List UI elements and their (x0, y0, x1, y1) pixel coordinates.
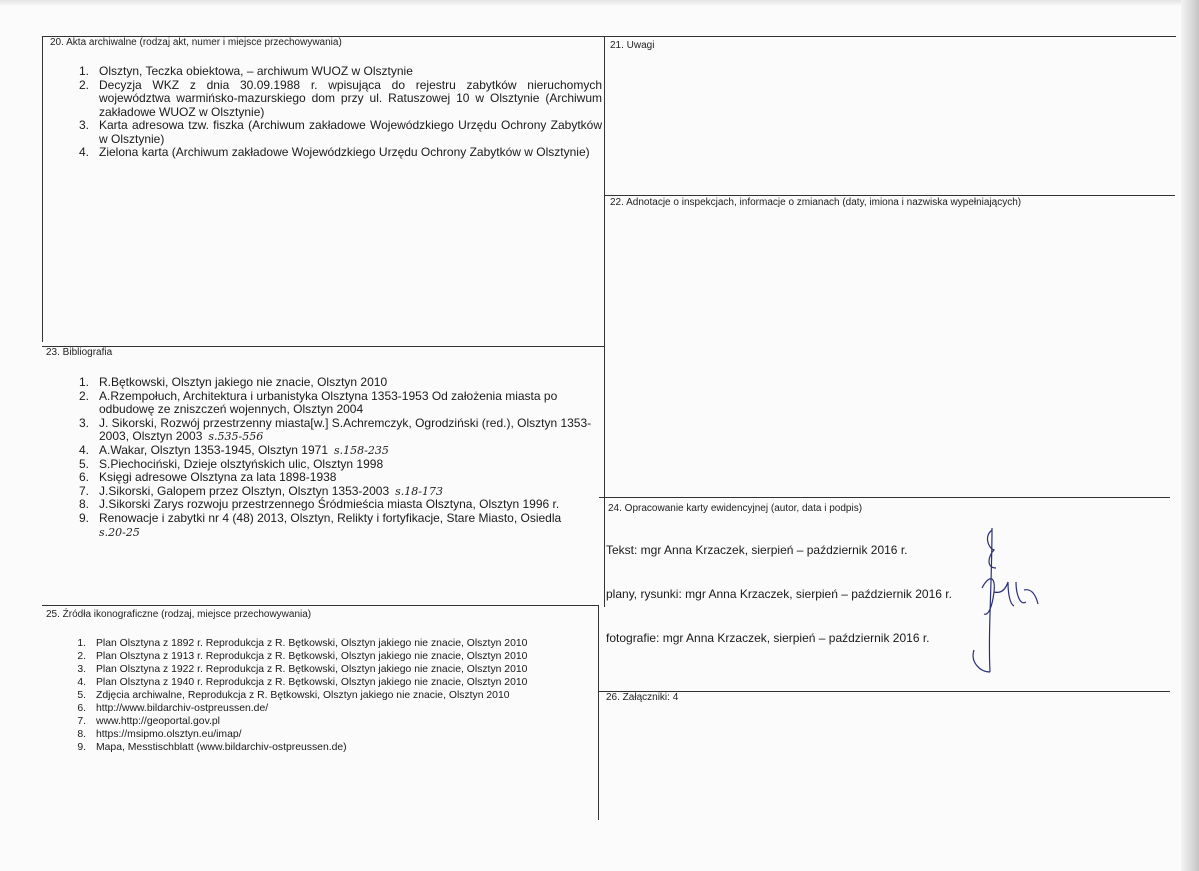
item-number: 5. (77, 690, 86, 701)
rule-inspections-bottom (599, 497, 1170, 498)
list-item (72, 498, 592, 512)
item-text: www.http://geoportal.gov.pl (96, 716, 220, 727)
iconography-header: 25. Źródła ikonograficzne (rodzaj, miejsce przechowywania) (46, 609, 312, 620)
list-item (69, 650, 589, 663)
item-text: J.Sikorski, Galopem przez Olsztyn, Olsztyn 1353-2003 (99, 483, 390, 498)
list-item (69, 715, 589, 728)
item-number: 3. (78, 415, 89, 430)
item-text: Zielona karta (Archiwum zakładowe Wojewódzkiego Urzędu Ochrony Zabytków w Olsztynie) (99, 145, 590, 159)
list-item (69, 676, 589, 689)
list-item (72, 458, 592, 472)
rule-remarks-bottom (605, 195, 1175, 196)
item-text: Plan Olsztyna z 1892 r. Reprodukcja z R. Bętkowski, Olsztyn jakiego nie znacie, Olsztyn 2010 (96, 638, 528, 649)
item-text: A.Rzempołuch, Architektura i urbanistyka Olsztyna 1353-1953 Od założenia miasta po odbudowę ze zniszczeń wojennych, Olsztyn 2004 (99, 388, 558, 417)
item-text: Plan Olsztyna z 1922 r. Reprodukcja z R. Bętkowski, Olsztyn jakiego nie znacie, Olsztyn 2010 (96, 664, 528, 675)
item-text: J. Sikorski, Rozwój przestrzenny miasta[w.] S.Achremczyk, Ogrodziński (red.), Olsztyn 1353-2003, Olsztyn 2003 (99, 415, 592, 444)
preparation-header: 24. Opracowanie karty ewidencyjnej (autor, data i podpis) (608, 503, 863, 514)
handwritten-signature (962, 522, 1052, 682)
item-text: Renowacje i zabytki nr 4 (48) 2013, Olsztyn, Relikty i fortyfikacje, Stare Miasto, Osiedla (99, 510, 562, 525)
item-number: 8. (77, 729, 86, 740)
list-item (72, 471, 592, 485)
rule-left (42, 36, 43, 342)
item-number: 2. (77, 651, 86, 662)
rule-divider-upper (604, 36, 605, 607)
item-text: Księgi adresowe Olsztyna za lata 1898-1938 (99, 470, 337, 485)
item-number: 7. (77, 716, 86, 727)
list-item (72, 444, 592, 458)
list-item (69, 637, 589, 650)
rule-bibliography-bottom (42, 605, 599, 606)
item-number: 2. (78, 388, 89, 403)
item-text: Karta adresowa tzw. fiszka (Archiwum zakładowe Wojewódzkiego Urzędu Ochrony Zabytków w Olsztynie) (99, 118, 602, 146)
item-number: 8. (78, 497, 89, 512)
item-text: J.Sikorski Zarys rozwoju przestrzennego Śródmieścia miasta Olsztyna, Olsztyn 1996 r. (99, 497, 560, 512)
item-number: 4. (78, 145, 89, 159)
item-number: 5. (78, 456, 89, 471)
item-text: A.Wakar, Olsztyn 1353-1945, Olsztyn 1971 (99, 442, 329, 457)
item-text: https://msipmo.olsztyn.eu/imap/ (96, 729, 242, 740)
rule-archive-bottom (42, 346, 605, 347)
list-item (72, 512, 592, 539)
item-text: Plan Olsztyna z 1940 r. Reprodukcja z R. Bętkowski, Olsztyn jakiego nie znacie, Olsztyn 2010 (96, 677, 528, 688)
text-credit: Tekst: mgr Anna Krzaczek, sierpień – październik 2016 r. (606, 543, 908, 557)
item-number: 3. (78, 118, 89, 132)
item-text: Olsztyn, Teczka obiektowa, – archiwum WUOZ w Olsztynie (99, 64, 413, 78)
scan-shadow-edge (1181, 0, 1199, 871)
item-number: 3. (77, 664, 86, 675)
attachments-header: 26. Załączniki: 4 (606, 692, 679, 703)
item-number: 9. (78, 510, 89, 525)
remarks-header: 21. Uwagi (610, 40, 655, 51)
photo-credit: fotografie: mgr Anna Krzaczek, sierpień – październik 2016 r. (606, 631, 930, 645)
handwritten-page-note: s.158-235 (334, 443, 389, 457)
item-number: 1. (78, 375, 89, 389)
item-number: 1. (77, 638, 86, 649)
archive-header: 20. Akta archiwalne (rodzaj akt, numer i miejsce przechowywania) (50, 37, 342, 48)
plans-credit: plany, rysunki: mgr Anna Krzaczek, sierpień – październik 2016 r. (606, 587, 952, 601)
item-text: Mapa, Messtischblatt (www.bildarchiv-ostpreussen.de) (96, 742, 347, 753)
item-text: Zdjęcia archiwalne, Reprodukcja z R. Bętkowski, Olsztyn jakiego nie znacie, Olsztyn 2010 (96, 690, 510, 701)
bibliography-list (72, 376, 592, 539)
list-item (69, 689, 589, 702)
item-text: S.Piechociński, Dzieje olsztyńskich ulic, Olsztyn 1998 (99, 456, 384, 471)
handwritten-page-note: s.535-556 (208, 430, 264, 444)
list-item (69, 702, 589, 715)
item-number: 2. (78, 77, 89, 92)
list-item (72, 119, 602, 146)
list-item (69, 728, 589, 741)
rule-preparation-bottom (599, 691, 1170, 692)
item-number: 4. (77, 677, 86, 688)
archive-list (72, 65, 602, 160)
list-item (69, 663, 589, 676)
item-text: R.Bętkowski, Olsztyn jakiego nie znacie, Olsztyn 2010 (99, 375, 388, 389)
item-number: 4. (78, 442, 89, 457)
item-number: 6. (78, 470, 89, 485)
item-number: 9. (77, 742, 86, 753)
item-number: 1. (78, 64, 89, 78)
item-number: 6. (77, 703, 86, 714)
rule-divider-lower (598, 605, 599, 820)
item-text: Plan Olsztyna z 1913 r. Reprodukcja z R. Bętkowski, Olsztyn jakiego nie znacie, Olsztyn 2010 (96, 651, 528, 662)
list-item (72, 146, 602, 160)
iconography-list (69, 637, 589, 754)
list-item (72, 417, 592, 444)
item-text: http://www.bildarchiv-ostpreussen.de/ (96, 703, 269, 714)
handwritten-page-note: s.18-173 (395, 484, 443, 498)
list-item (72, 390, 592, 417)
scan-shadow-top (0, 0, 1199, 6)
item-text: Decyzja WKZ z dnia 30.09.1988 r. wpisująca do rejestru zabytków nieruchomych województwa warmińsko-mazurskiego dom przy ul. Ratuszowej 10 w Olsztynie (Archiwum zakładowe WUOZ w Olsztynie) (99, 77, 602, 119)
handwritten-page-note: s.20-25 (99, 525, 140, 539)
list-item (72, 79, 602, 120)
item-number: 7. (78, 483, 89, 498)
list-item (69, 741, 589, 754)
bibliography-header: 23. Bibliografia (46, 347, 113, 358)
list-item (72, 65, 602, 79)
inspections-header: 22. Adnotacje o inspekcjach, informacje o zmianach (daty, imiona i nazwiska wypełniających) (610, 197, 1022, 208)
list-item (72, 376, 592, 390)
